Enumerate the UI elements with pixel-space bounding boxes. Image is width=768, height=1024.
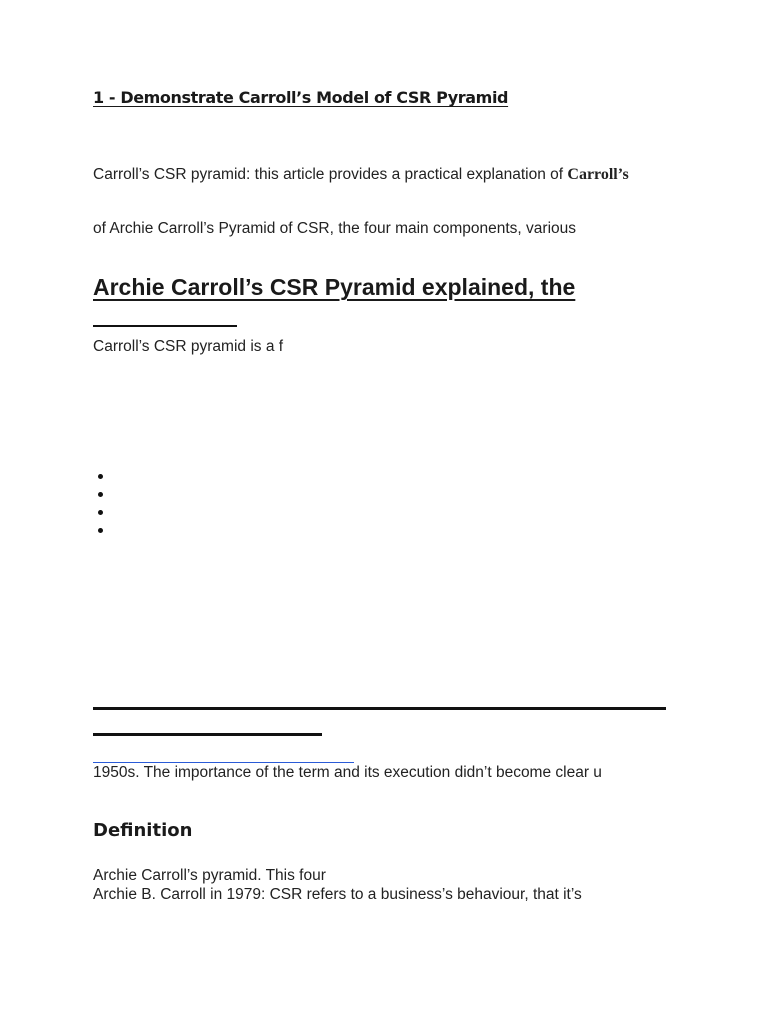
- definition-line-2: Archie B. Carroll in 1979: CSR refers to a business’s behaviour, that it’s: [93, 886, 582, 903]
- intro-paragraph-line-1: [93, 166, 629, 184]
- document-title: 1 - Demonstrate Carroll’s Model of CSR Pyramid: [93, 88, 509, 107]
- history-paragraph: 1950s. The importance of the term and its execution didn’t become clear u: [93, 764, 602, 781]
- heading-underline-fragment: [93, 325, 237, 327]
- intro-line-1-text: Carroll’s CSR pyramid: this article provides a practical explanation of: [93, 166, 568, 183]
- definition-line-1: Archie Carroll’s pyramid. This four: [93, 867, 326, 884]
- intro-line-1-bold: Carroll’s: [567, 166, 629, 183]
- section-heading: Archie Carroll’s CSR Pyramid explained, the: [93, 274, 576, 300]
- definition-heading: Definition: [93, 820, 193, 841]
- section-paragraph: Carroll’s CSR pyramid is a f: [93, 338, 284, 355]
- horizontal-rule-long: [93, 707, 666, 710]
- intro-paragraph-line-2: of Archie Carroll’s Pyramid of CSR, the four main components, various: [93, 220, 576, 237]
- horizontal-rule-short: [93, 733, 322, 736]
- hyperlink-underline[interactable]: [93, 762, 354, 763]
